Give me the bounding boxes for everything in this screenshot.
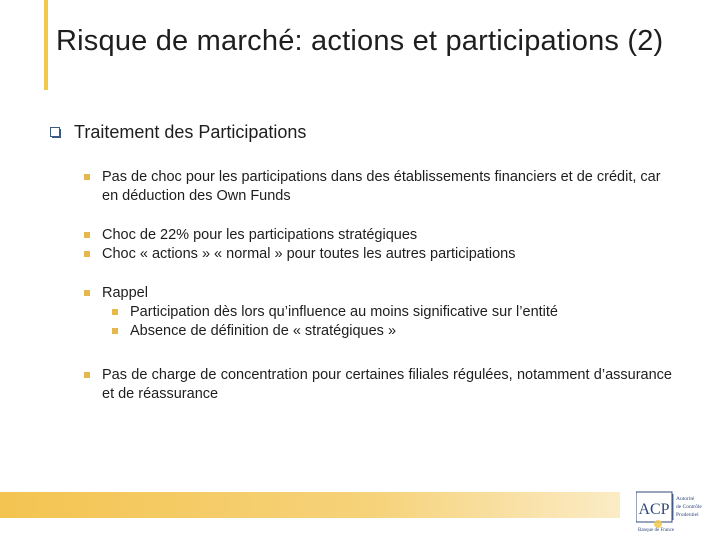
- footer-band: [0, 492, 620, 518]
- bullet-group-3: [82, 284, 672, 341]
- square-bullet-icon: [112, 309, 118, 315]
- list-item: Choc « actions » « normal » pour toutes les autres participations: [82, 245, 672, 264]
- bullet-group-4: [82, 366, 672, 404]
- square-bullet-icon: [84, 372, 90, 378]
- square-bullet-icon: [84, 290, 90, 296]
- list-item: Participation dès lors qu’influence au moins significative sur l’entité: [110, 303, 672, 322]
- section-heading-text: Traitement des Participations: [74, 122, 307, 142]
- bullet-group-2: [82, 226, 672, 264]
- square-bullet-icon: [84, 174, 90, 180]
- title-accent-bar: [44, 0, 48, 90]
- section-heading: [50, 122, 306, 143]
- list-item: Pas de choc pour les participations dans des établissements financiers et de crédit, car en déduction des Own Funds: [82, 168, 672, 206]
- logo-line-3: Prudentiel: [676, 512, 699, 518]
- logo-line-2: de Contrôle: [676, 504, 702, 510]
- acp-logo: [636, 490, 716, 532]
- list-item: Pas de charge de concentration pour certaines filiales régulées, notamment d’assurance et de réassurance: [82, 366, 672, 404]
- slide-title: Risque de marché: actions et participations (2): [56, 25, 664, 57]
- list-item: Choc de 22% pour les participations stratégiques: [82, 226, 672, 245]
- logo-bottom: Banque de France: [638, 528, 675, 532]
- square-bullet-icon: [112, 328, 118, 334]
- logo-line-1: Autorité: [676, 496, 695, 502]
- list-item: Rappel: [82, 284, 672, 303]
- square-bullet-icon: [84, 232, 90, 238]
- list-item: Absence de définition de « stratégiques »: [110, 322, 672, 341]
- checkbox-bullet-icon: [50, 127, 62, 139]
- square-bullet-icon: [84, 251, 90, 257]
- bullet-group-1: [82, 168, 672, 206]
- logo-mark: ACP: [638, 501, 670, 518]
